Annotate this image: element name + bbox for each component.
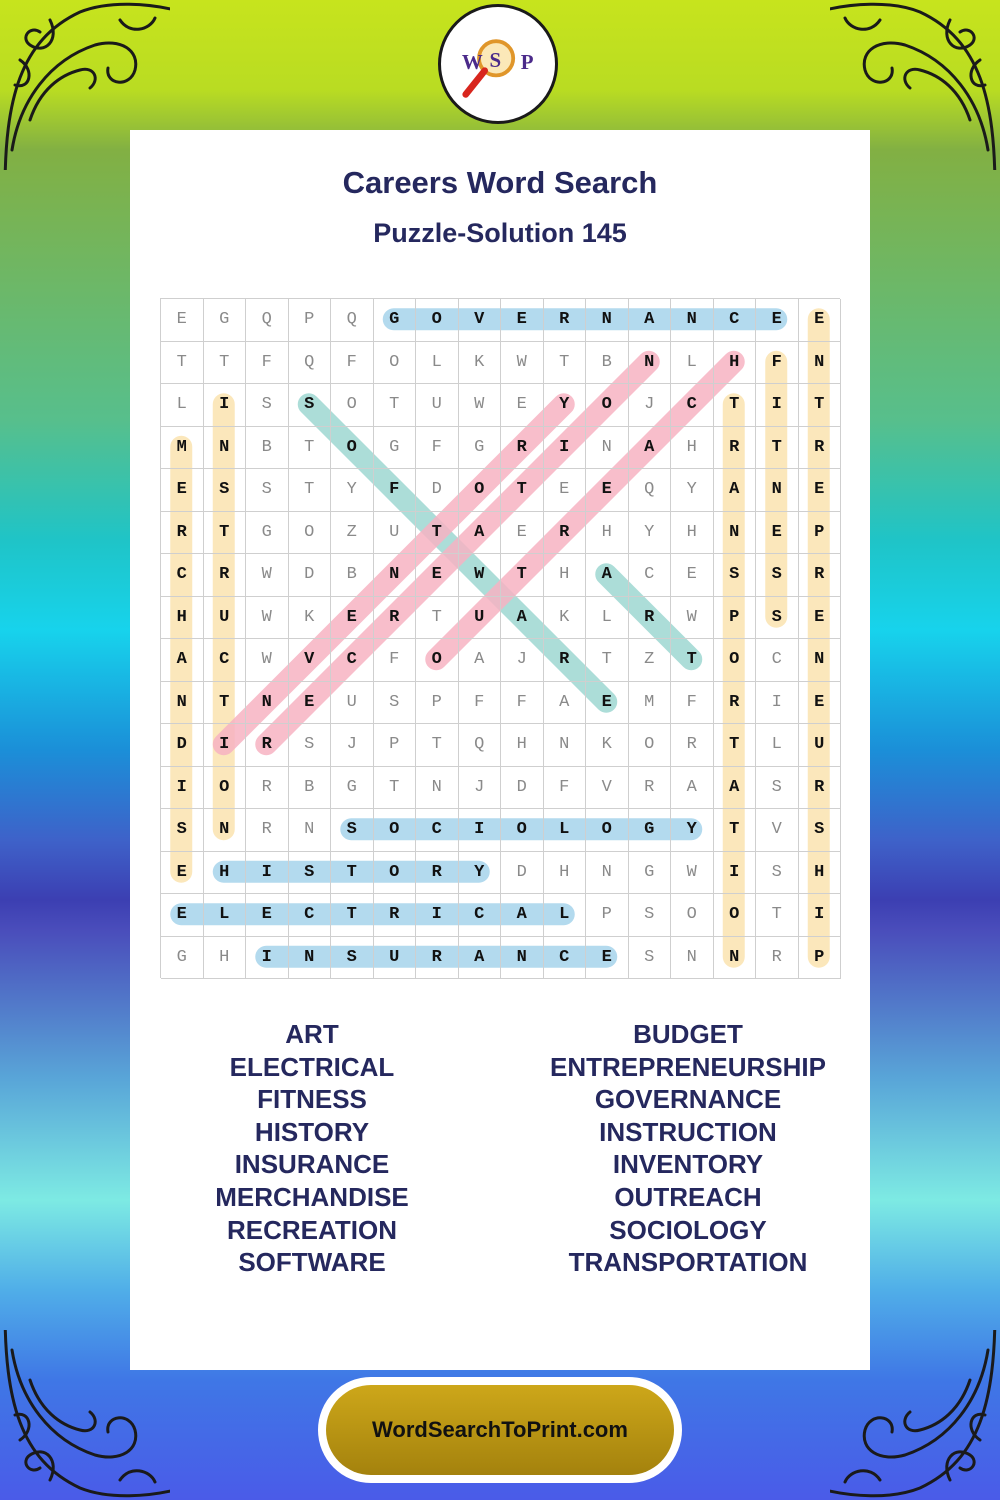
grid-cell[interactable]: O: [374, 809, 417, 852]
grid-cell[interactable]: U: [799, 724, 842, 767]
grid-cell[interactable]: E: [501, 384, 544, 427]
grid-cell[interactable]: S: [246, 469, 289, 512]
grid-cell[interactable]: O: [714, 894, 757, 937]
site-link-button[interactable]: [318, 1377, 682, 1483]
word-list-item: ENTREPRENEURSHIP: [550, 1051, 826, 1082]
grid-cell[interactable]: N: [586, 852, 629, 895]
grid-cell[interactable]: F: [374, 639, 417, 682]
grid-cell[interactable]: F: [459, 682, 502, 725]
magnifier-handle: [466, 71, 485, 95]
grid-cell[interactable]: T: [714, 384, 757, 427]
grid-cell[interactable]: S: [374, 682, 417, 725]
grid-cell[interactable]: A: [501, 597, 544, 640]
wsp-logo[interactable]: [438, 4, 558, 124]
grid-cell[interactable]: O: [671, 894, 714, 937]
grid-cell[interactable]: R: [629, 597, 672, 640]
grid-cell[interactable]: I: [246, 852, 289, 895]
grid-cell[interactable]: S: [289, 852, 332, 895]
grid-cell[interactable]: L: [756, 724, 799, 767]
grid-cell[interactable]: R: [629, 767, 672, 810]
grid-cell[interactable]: Q: [629, 469, 672, 512]
grid-cell[interactable]: T: [544, 342, 587, 385]
grid-cell[interactable]: E: [799, 299, 842, 342]
grid-cell[interactable]: N: [204, 809, 247, 852]
grid-cell[interactable]: D: [501, 852, 544, 895]
grid-cell[interactable]: E: [671, 554, 714, 597]
grid-cell[interactable]: G: [331, 767, 374, 810]
grid-cell[interactable]: N: [714, 937, 757, 980]
grid-cell[interactable]: T: [161, 342, 204, 385]
grid-cell[interactable]: P: [714, 597, 757, 640]
grid-cell[interactable]: S: [204, 469, 247, 512]
grid-cell[interactable]: U: [374, 937, 417, 980]
grid-cell[interactable]: E: [586, 682, 629, 725]
grid-cell[interactable]: O: [331, 427, 374, 470]
grid-cell[interactable]: S: [629, 894, 672, 937]
grid-cell[interactable]: T: [204, 682, 247, 725]
grid-cell[interactable]: S: [756, 852, 799, 895]
grid-cell[interactable]: R: [416, 852, 459, 895]
word-list-item: SOFTWARE: [238, 1247, 386, 1278]
grid-cell[interactable]: R: [204, 554, 247, 597]
word-list-item: SOCIOLOGY: [609, 1214, 767, 1245]
grid-cell[interactable]: Y: [544, 384, 587, 427]
grid-cell[interactable]: Z: [629, 639, 672, 682]
grid-cell[interactable]: H: [544, 554, 587, 597]
grid-cell[interactable]: T: [204, 342, 247, 385]
grid-cell[interactable]: B: [586, 342, 629, 385]
grid-cell[interactable]: D: [161, 724, 204, 767]
word-list-item: HISTORY: [254, 1116, 370, 1147]
grid-cell[interactable]: R: [374, 894, 417, 937]
grid-cell[interactable]: S: [289, 384, 332, 427]
grid-cell[interactable]: W: [459, 554, 502, 597]
grid-cell[interactable]: A: [714, 469, 757, 512]
grid-cell[interactable]: E: [799, 597, 842, 640]
grid-cell[interactable]: C: [289, 894, 332, 937]
grid-cell[interactable]: F: [416, 427, 459, 470]
grid-cell[interactable]: E: [799, 682, 842, 725]
grid-cell[interactable]: H: [501, 724, 544, 767]
grid-cell[interactable]: N: [289, 937, 332, 980]
grid-cell[interactable]: N: [799, 342, 842, 385]
grid-cell[interactable]: N: [501, 937, 544, 980]
grid-cell[interactable]: R: [161, 512, 204, 555]
grid-cell[interactable]: H: [671, 512, 714, 555]
grid-cell[interactable]: Z: [331, 512, 374, 555]
grid-cell[interactable]: I: [756, 682, 799, 725]
grid-cell[interactable]: V: [586, 767, 629, 810]
grid-cell[interactable]: W: [671, 852, 714, 895]
grid-cell[interactable]: A: [501, 894, 544, 937]
grid-cell[interactable]: B: [246, 427, 289, 470]
word-list-item: INSURANCE: [234, 1149, 390, 1180]
word-list-item: RECREATION: [227, 1214, 397, 1245]
grid-cell[interactable]: G: [459, 427, 502, 470]
grid-cell[interactable]: J: [331, 724, 374, 767]
grid-cell[interactable]: K: [289, 597, 332, 640]
grid-cell[interactable]: O: [416, 639, 459, 682]
grid-cell[interactable]: E: [161, 852, 204, 895]
grid-cell[interactable]: P: [799, 512, 842, 555]
grid-cell[interactable]: S: [629, 937, 672, 980]
grid-cell[interactable]: H: [799, 852, 842, 895]
page-title: Careers Word Search: [342, 165, 658, 200]
grid-cell[interactable]: K: [459, 342, 502, 385]
grid-cell[interactable]: U: [416, 384, 459, 427]
grid-cell[interactable]: J: [629, 384, 672, 427]
grid-cell[interactable]: O: [289, 512, 332, 555]
grid-cell[interactable]: T: [799, 384, 842, 427]
grid-cell[interactable]: N: [629, 342, 672, 385]
grid-cell[interactable]: I: [161, 767, 204, 810]
grid-cell[interactable]: S: [756, 554, 799, 597]
grid-cell[interactable]: Q: [459, 724, 502, 767]
grid-cell[interactable]: U: [331, 682, 374, 725]
grid-cell[interactable]: F: [501, 682, 544, 725]
grid-cell[interactable]: T: [416, 597, 459, 640]
word-list-item: MERCHANDISE: [215, 1181, 409, 1212]
grid-cell[interactable]: E: [756, 512, 799, 555]
grid-cell[interactable]: U: [374, 512, 417, 555]
grid-cell[interactable]: N: [586, 299, 629, 342]
grid-cell[interactable]: E: [161, 469, 204, 512]
grid-cell[interactable]: S: [331, 809, 374, 852]
grid-cell[interactable]: C: [416, 809, 459, 852]
grid-cell[interactable]: P: [416, 682, 459, 725]
grid-cell[interactable]: E: [161, 299, 204, 342]
grid-cell[interactable]: A: [714, 767, 757, 810]
grid-cell[interactable]: E: [246, 894, 289, 937]
grid-cell[interactable]: N: [671, 937, 714, 980]
grid-cell[interactable]: U: [204, 597, 247, 640]
grid-cell[interactable]: T: [331, 852, 374, 895]
grid-cell[interactable]: P: [586, 894, 629, 937]
grid-cell[interactable]: Y: [629, 512, 672, 555]
grid-cell[interactable]: F: [671, 682, 714, 725]
grid-cell[interactable]: F: [544, 767, 587, 810]
grid-cell[interactable]: V: [289, 639, 332, 682]
grid-cell[interactable]: N: [416, 767, 459, 810]
grid-cell[interactable]: Q: [331, 299, 374, 342]
grid-cell[interactable]: G: [161, 937, 204, 980]
grid-cell[interactable]: T: [416, 512, 459, 555]
grid-cell[interactable]: C: [161, 554, 204, 597]
word-list-item: GOVERNANCE: [594, 1084, 782, 1115]
grid-cell[interactable]: T: [714, 724, 757, 767]
grid-cell[interactable]: I: [204, 724, 247, 767]
grid-cell[interactable]: R: [544, 512, 587, 555]
grid-cell[interactable]: W: [459, 384, 502, 427]
grid-cell[interactable]: W: [246, 554, 289, 597]
grid-cell[interactable]: Y: [671, 809, 714, 852]
grid-cell[interactable]: I: [459, 809, 502, 852]
grid-cell[interactable]: U: [459, 597, 502, 640]
logo-letter-w: W: [461, 49, 483, 74]
grid-cell[interactable]: S: [161, 809, 204, 852]
grid-cell[interactable]: O: [374, 342, 417, 385]
grid-cell[interactable]: N: [246, 682, 289, 725]
grid-cell[interactable]: I: [204, 384, 247, 427]
grid-cell[interactable]: V: [459, 299, 502, 342]
grid-cell[interactable]: C: [331, 639, 374, 682]
grid-cell[interactable]: B: [289, 767, 332, 810]
grid-cell[interactable]: W: [501, 342, 544, 385]
word-list-item: TRANSPORTATION: [568, 1247, 808, 1278]
grid-cell[interactable]: R: [799, 767, 842, 810]
grid-cell[interactable]: T: [671, 639, 714, 682]
grid-cell[interactable]: L: [544, 809, 587, 852]
grid-cell[interactable]: B: [331, 554, 374, 597]
grid-cell[interactable]: G: [374, 427, 417, 470]
grid-cell[interactable]: O: [501, 809, 544, 852]
grid-cell[interactable]: N: [204, 427, 247, 470]
grid-cell[interactable]: F: [374, 469, 417, 512]
grid-cell[interactable]: S: [799, 809, 842, 852]
grid-cell[interactable]: L: [544, 894, 587, 937]
grid-cell[interactable]: E: [544, 469, 587, 512]
grid-cell[interactable]: R: [671, 724, 714, 767]
grid-cell[interactable]: W: [671, 597, 714, 640]
word-list-left: [162, 1018, 462, 1279]
grid-cell[interactable]: R: [501, 427, 544, 470]
grid-cell[interactable]: R: [544, 299, 587, 342]
grid-cell[interactable]: T: [331, 894, 374, 937]
grid-cell[interactable]: R: [799, 427, 842, 470]
grid-cell[interactable]: C: [544, 937, 587, 980]
grid-cell[interactable]: T: [586, 639, 629, 682]
grid-cell[interactable]: L: [416, 342, 459, 385]
grid-cell[interactable]: Y: [671, 469, 714, 512]
grid-cell[interactable]: N: [671, 299, 714, 342]
grid-cell[interactable]: N: [374, 554, 417, 597]
grid-cell[interactable]: T: [289, 427, 332, 470]
grid-cell[interactable]: A: [161, 639, 204, 682]
grid-cell[interactable]: O: [331, 384, 374, 427]
grid-cell[interactable]: N: [714, 512, 757, 555]
grid-cell[interactable]: G: [629, 852, 672, 895]
grid-cell[interactable]: W: [246, 639, 289, 682]
grid-cell[interactable]: E: [331, 597, 374, 640]
grid-cell[interactable]: G: [374, 299, 417, 342]
grid-cell[interactable]: S: [289, 724, 332, 767]
grid-cell[interactable]: N: [544, 724, 587, 767]
site-link-label[interactable]: WordSearchToPrint.com: [326, 1385, 674, 1475]
grid-cell[interactable]: N: [289, 809, 332, 852]
grid-cell[interactable]: I: [416, 894, 459, 937]
grid-cell[interactable]: T: [374, 767, 417, 810]
grid-cell[interactable]: D: [501, 767, 544, 810]
grid-cell[interactable]: D: [289, 554, 332, 597]
grid-cell[interactable]: A: [459, 937, 502, 980]
grid-cell[interactable]: E: [416, 554, 459, 597]
grid-cell[interactable]: A: [586, 554, 629, 597]
grid-cell[interactable]: C: [629, 554, 672, 597]
grid-cell[interactable]: M: [629, 682, 672, 725]
grid-cell[interactable]: N: [586, 427, 629, 470]
grid-cell[interactable]: V: [756, 809, 799, 852]
word-list-item: OUTREACH: [614, 1181, 762, 1212]
grid-cell[interactable]: R: [799, 554, 842, 597]
grid-cell[interactable]: E: [501, 299, 544, 342]
grid-cell[interactable]: S: [246, 384, 289, 427]
grid-cell[interactable]: Q: [289, 342, 332, 385]
grid-cell[interactable]: S: [756, 767, 799, 810]
grid-cell[interactable]: J: [459, 767, 502, 810]
grid-cell[interactable]: T: [756, 427, 799, 470]
grid-cell[interactable]: O: [416, 299, 459, 342]
grid-cell[interactable]: F: [246, 342, 289, 385]
grid-cell[interactable]: A: [629, 427, 672, 470]
grid-cell[interactable]: N: [799, 639, 842, 682]
logo-letter-s: S: [489, 47, 502, 72]
grid-cell[interactable]: W: [246, 597, 289, 640]
word-list-item: INVENTORY: [612, 1149, 764, 1180]
grid-cell[interactable]: G: [629, 809, 672, 852]
grid-cell[interactable]: I: [756, 384, 799, 427]
grid-cell[interactable]: A: [671, 767, 714, 810]
grid-cell[interactable]: A: [629, 299, 672, 342]
grid-cell[interactable]: O: [714, 639, 757, 682]
grid-cell[interactable]: Y: [331, 469, 374, 512]
grid-cell[interactable]: C: [714, 299, 757, 342]
logo-letter-p: P: [520, 49, 534, 74]
grid-cell[interactable]: E: [756, 299, 799, 342]
grid-cell[interactable]: G: [246, 512, 289, 555]
grid-cell[interactable]: N: [161, 682, 204, 725]
word-list-item: BUDGET: [633, 1019, 743, 1049]
grid-cell[interactable]: Q: [246, 299, 289, 342]
word-search-grid: [160, 298, 840, 978]
grid-cell[interactable]: A: [544, 682, 587, 725]
page-subtitle: Puzzle-Solution 145: [373, 218, 627, 248]
grid-cell[interactable]: C: [204, 639, 247, 682]
grid-cell[interactable]: A: [459, 639, 502, 682]
grid-cell[interactable]: R: [714, 427, 757, 470]
grid-cell[interactable]: S: [331, 937, 374, 980]
grid-cell[interactable]: E: [586, 469, 629, 512]
grid-cell[interactable]: H: [714, 342, 757, 385]
grid-cell[interactable]: T: [756, 894, 799, 937]
grid-cell[interactable]: T: [714, 809, 757, 852]
grid-cell[interactable]: P: [374, 724, 417, 767]
grid-cell[interactable]: E: [289, 682, 332, 725]
grid-cell[interactable]: E: [161, 894, 204, 937]
grid-cell[interactable]: T: [289, 469, 332, 512]
grid-cell[interactable]: C: [459, 894, 502, 937]
grid-cell[interactable]: N: [756, 469, 799, 512]
grid-cell[interactable]: R: [714, 682, 757, 725]
word-list-right: [528, 1018, 848, 1279]
grid-cell[interactable]: H: [204, 937, 247, 980]
grid-cell[interactable]: S: [714, 554, 757, 597]
grid-cell[interactable]: H: [586, 512, 629, 555]
grid-cell[interactable]: C: [671, 384, 714, 427]
grid-cell[interactable]: H: [204, 852, 247, 895]
grid-cell[interactable]: T: [204, 512, 247, 555]
grid-cell[interactable]: T: [416, 724, 459, 767]
grid-cell[interactable]: R: [544, 639, 587, 682]
grid-cell[interactable]: T: [501, 469, 544, 512]
grid-cell[interactable]: R: [756, 937, 799, 980]
grid-cell[interactable]: R: [246, 724, 289, 767]
grid-cell[interactable]: K: [586, 724, 629, 767]
grid-cell[interactable]: E: [799, 469, 842, 512]
grid-cell[interactable]: O: [459, 469, 502, 512]
grid-cell[interactable]: K: [544, 597, 587, 640]
grid-cell[interactable]: H: [161, 597, 204, 640]
grid-cell[interactable]: D: [416, 469, 459, 512]
grid-cell[interactable]: H: [544, 852, 587, 895]
grid-cell[interactable]: A: [459, 512, 502, 555]
grid-cell[interactable]: C: [756, 639, 799, 682]
grid-cell[interactable]: F: [756, 342, 799, 385]
grid-cell[interactable]: I: [714, 852, 757, 895]
grid-cell[interactable]: Y: [459, 852, 502, 895]
word-list-item: INSTRUCTION: [599, 1116, 777, 1147]
word-list-item: ELECTRICAL: [229, 1051, 395, 1082]
puzzle-sheet: [130, 130, 870, 1370]
grid-cell[interactable]: L: [161, 384, 204, 427]
grid-cell[interactable]: H: [671, 427, 714, 470]
grid-cell[interactable]: F: [331, 342, 374, 385]
grid-cell[interactable]: O: [586, 809, 629, 852]
grid-cell[interactable]: O: [629, 724, 672, 767]
grid-cell[interactable]: I: [544, 427, 587, 470]
grid-cell[interactable]: O: [586, 384, 629, 427]
word-list-item: FITNESS: [257, 1084, 367, 1115]
grid-cell[interactable]: T: [374, 384, 417, 427]
grid-cell[interactable]: L: [204, 894, 247, 937]
grid-cell[interactable]: R: [246, 767, 289, 810]
grid-cell[interactable]: R: [374, 597, 417, 640]
grid-cell[interactable]: L: [671, 342, 714, 385]
grid-cell[interactable]: E: [501, 512, 544, 555]
grid-cell[interactable]: M: [161, 427, 204, 470]
grid-cell[interactable]: S: [756, 597, 799, 640]
grid-cell[interactable]: P: [799, 937, 842, 980]
grid-cell[interactable]: R: [246, 809, 289, 852]
grid-cell[interactable]: L: [586, 597, 629, 640]
grid-cell[interactable]: R: [416, 937, 459, 980]
grid-cell[interactable]: I: [246, 937, 289, 980]
grid-cell[interactable]: T: [501, 554, 544, 597]
grid-cell[interactable]: G: [204, 299, 247, 342]
word-list-item: ART: [285, 1019, 339, 1049]
grid-cell[interactable]: O: [374, 852, 417, 895]
letter-grid: [160, 298, 840, 978]
grid-cell[interactable]: I: [799, 894, 842, 937]
grid-cell[interactable]: O: [204, 767, 247, 810]
grid-cell[interactable]: P: [289, 299, 332, 342]
grid-cell[interactable]: J: [501, 639, 544, 682]
grid-cell[interactable]: E: [586, 937, 629, 980]
